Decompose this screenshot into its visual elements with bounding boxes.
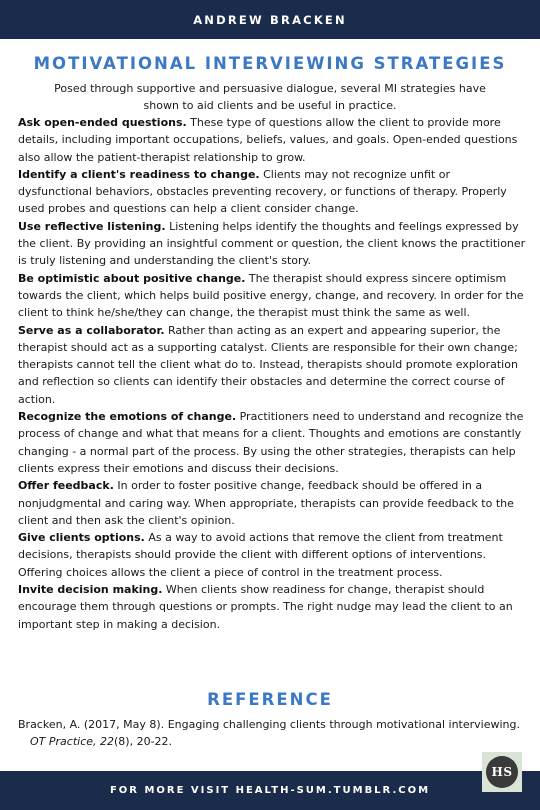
header-bar	[0, 0, 540, 39]
strategy-text: The therapist should express sincere optimism towards the client, which helps build positive energy, change, and recovery. In order for the client to think he/she/they can change, the therapist must think the same as well.	[18, 271, 524, 320]
strategy-text: As a way to avoid actions that remove the client from treatment decisions, therapists should provide the client with different options of interventions. Offering choices allows the client a piece of control in the treatment process.	[18, 531, 503, 579]
strategy-text: Practitioners need to understand and recognize the process of change and what that means for a client. Thoughts and emotions are constantly changing - a normal part of the process. By using the other strategies, therapists can help clients express their emotions and discuss their decisions.	[18, 410, 524, 475]
strategy-text: Rather than acting as an expert and appearing superior, the therapist should act as a supporting catalyst. Clients are responsible for their own change; therapists cannot tell the client what do to. Instead, therapists should promote exploration and reflection so clients can identify their obstacles and determine the correct course of action.	[18, 323, 518, 406]
strategy-heading: Invite decision making.	[18, 583, 163, 597]
strategy-item	[18, 477, 526, 529]
journal-name: OT Practice,	[30, 735, 100, 749]
intro-text: Posed through supportive and persuasive dialogue, several MI strategies have shown to aid clients and be useful in practice.	[54, 82, 486, 113]
strategy-heading: Be optimistic about positive change.	[18, 271, 246, 285]
strategy-heading: Offer feedback.	[18, 479, 114, 493]
citation-line: Bracken, A. (2017, May 8). Engaging challenging clients through motivational interviewing.	[18, 718, 520, 731]
journal-issue-pages: (8), 20-22.	[114, 735, 173, 749]
strategy-item	[18, 218, 526, 270]
hs-logo	[482, 752, 522, 792]
strategy-text: Clients may not recognize unfit or dysfunctional behaviors, obstacles preventing recovery, or functions of therapy. Properly used probes and questions can help a client consider change.	[18, 167, 507, 216]
footer-link[interactable]: FOR MORE VISIT HEALTH-SUM.TUMBLR.COM	[109, 785, 431, 796]
footer-bar	[0, 771, 540, 810]
strategy-item	[18, 529, 526, 581]
strategy-heading: Use reflective listening.	[18, 219, 166, 233]
reference-heading: REFERENCE	[207, 690, 333, 709]
journal-volume: 22	[100, 735, 114, 749]
strategy-item	[18, 322, 526, 408]
strategy-text: In order to foster positive change, feedback should be offered in a nonjudgmental and caring way. When appropriate, therapists can provide feedback to the client and then ask the client's opinion.	[18, 479, 514, 527]
logo-circle	[486, 756, 518, 788]
strategy-item	[18, 408, 526, 477]
strategy-item	[18, 581, 526, 633]
reference-citation	[18, 716, 528, 751]
strategy-text: When clients show readiness for change, therapist should encourage them through questions or prompts. The right nudge may lead the client to an important step in making a decision.	[18, 583, 513, 631]
strategy-item	[18, 270, 526, 322]
page-title: MOTIVATIONAL INTERVIEWING STRATEGIES	[33, 54, 507, 73]
strategy-item	[18, 114, 526, 166]
strategy-heading: Give clients options.	[18, 531, 145, 545]
strategy-heading: Serve as a collaborator.	[18, 323, 165, 337]
strategy-text: Listening helps identify the thoughts and feelings expressed by the client. By providing an insightful comment or question, the client knows the practitioner is truly listening and understanding the client's story.	[18, 219, 526, 268]
strategy-text: These type of questions allow the client to provide more details, including important occupations, beliefs, values, and goals. Open-ended questions also allow the patient-therapist relationship to grow.	[18, 116, 518, 164]
citation-source	[18, 733, 528, 750]
strategy-item	[18, 166, 526, 218]
author-name: ANDREW BRACKEN	[193, 12, 347, 27]
logo-text: HS	[491, 765, 513, 779]
strategy-heading: Ask open-ended questions.	[18, 116, 187, 129]
strategy-heading: Identify a client's readiness to change.	[18, 167, 260, 181]
strategy-heading: Recognize the emotions of change.	[18, 410, 237, 424]
strategy-list	[18, 114, 526, 633]
